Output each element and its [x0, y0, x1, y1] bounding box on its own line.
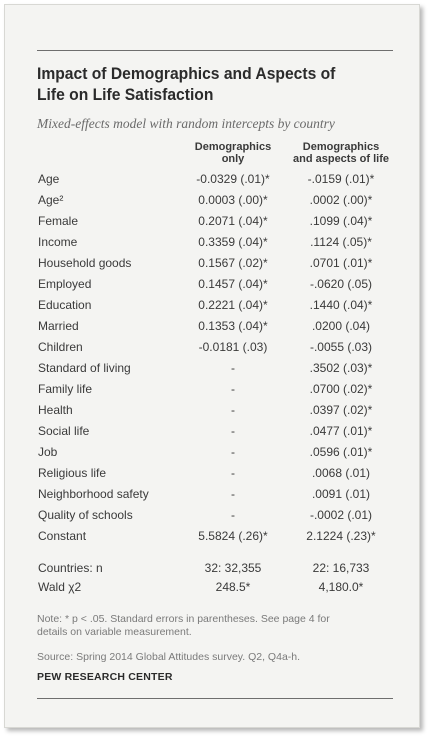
cell-demographics-and-aspects: -.0159 (.01)*	[307, 172, 375, 186]
cell-demographics-and-aspects: .3502 (.03)*	[309, 361, 373, 375]
footnote	[37, 613, 407, 639]
cell-demographics-and-aspects: .0701 (.01)*	[309, 256, 373, 270]
cell-demographics-only: -	[231, 403, 235, 417]
cell-demographics-only: -	[231, 508, 235, 522]
cell-demographics-only: -0.0329 (.01)*	[196, 172, 270, 186]
footnote-line: details on variable measurement.	[37, 626, 192, 638]
footnote-line: Note: * p < .05. Standard errors in parentheses. See page 4 for	[37, 613, 330, 625]
cell-demographics-only: 248.5*	[215, 580, 251, 594]
cell-demographics-only: 5.5824 (.26)*	[198, 529, 268, 543]
cell-demographics-and-aspects: .0397 (.02)*	[309, 403, 373, 417]
cell-demographics-and-aspects: .0596 (.01)*	[309, 445, 373, 459]
cell-demographics-only: 0.1353 (.04)*	[198, 319, 268, 333]
cell-demographics-and-aspects: .1440 (.04)*	[309, 298, 373, 312]
table-row	[5, 422, 419, 442]
subtitle: Mixed-effects model with random intercepts by country	[37, 116, 335, 131]
cell-demographics-only: -	[231, 487, 235, 501]
source-note: Source: Spring 2014 Global Attitudes survey. Q2, Q4a-h.	[37, 651, 301, 663]
table-row	[5, 296, 419, 316]
title-line-2: Life on Life Satisfaction	[37, 85, 214, 104]
bottom-divider	[37, 698, 393, 699]
table-row	[5, 506, 419, 526]
cell-demographics-and-aspects: -.0002 (.01)	[309, 508, 373, 522]
row-label: Age²	[38, 193, 64, 207]
cell-demographics-and-aspects: .0477 (.01)*	[309, 424, 373, 438]
cell-demographics-and-aspects: .0068 (.01)	[311, 466, 371, 480]
table-row	[5, 443, 419, 463]
table-row	[5, 191, 419, 211]
row-label: Religious life	[38, 466, 107, 480]
cell-demographics-and-aspects: .0091 (.01)	[311, 487, 371, 501]
table-row	[5, 254, 419, 274]
cell-demographics-only: -	[231, 445, 235, 459]
cell-demographics-only: -	[231, 466, 235, 480]
row-label: Constant	[38, 529, 87, 543]
cell-demographics-and-aspects: .0002 (.00)*	[309, 193, 373, 207]
cell-demographics-only: 0.1567 (.02)*	[198, 256, 268, 270]
cell-demographics-only: -0.0181 (.03)	[198, 340, 268, 354]
cell-demographics-only: -	[231, 424, 235, 438]
cell-demographics-and-aspects: .0700 (.02)*	[309, 382, 373, 396]
cell-demographics-only: -	[231, 382, 235, 396]
cell-demographics-only: 0.2221 (.04)*	[198, 298, 268, 312]
page-title	[37, 63, 368, 105]
table-row	[5, 527, 419, 547]
title-line-1: Impact of Demographics and Aspects of	[37, 64, 336, 83]
table-row	[5, 338, 419, 358]
cell-demographics-and-aspects: 4,180.0*	[318, 580, 364, 594]
cell-demographics-and-aspects: .1124 (.05)*	[310, 235, 372, 249]
row-label: Female	[38, 214, 79, 228]
cell-demographics-and-aspects: 22: 16,733	[312, 561, 370, 575]
row-label: Income	[38, 235, 78, 249]
table-row	[5, 212, 419, 232]
cell-demographics-and-aspects: .0200 (.04)	[311, 319, 371, 333]
table-row	[5, 275, 419, 295]
cell-demographics-and-aspects: 2.1224 (.23)*	[306, 529, 376, 543]
table-row	[5, 559, 419, 579]
row-label: Married	[38, 319, 79, 333]
row-label: Family life	[38, 382, 93, 396]
table-row	[5, 233, 419, 253]
row-label: Children	[38, 340, 83, 354]
cell-demographics-only: 0.2071 (.04)*	[198, 214, 268, 228]
row-label: Countries: n	[38, 561, 103, 575]
cell-demographics-only: 0.0003 (.00)*	[198, 193, 268, 207]
column-header-line: Demographics	[302, 141, 380, 153]
column-header-line: and aspects of life	[293, 153, 389, 165]
top-divider	[37, 50, 393, 51]
row-label: Age	[38, 172, 60, 186]
column-header-demographics-and-aspects	[286, 141, 396, 165]
brand-label: PEW RESEARCH CENTER	[37, 671, 173, 683]
table-row	[5, 401, 419, 421]
row-label: Wald χ2	[38, 580, 82, 594]
row-label: Quality of schools	[38, 508, 133, 522]
table-row	[5, 359, 419, 379]
cell-demographics-only: -	[231, 361, 235, 375]
cell-demographics-only: 32: 32,355	[204, 561, 262, 575]
column-header-line: Demographics	[194, 141, 272, 153]
column-header-line: only	[221, 153, 245, 165]
table-row	[5, 464, 419, 484]
cell-demographics-only: 0.1457 (.04)*	[198, 277, 268, 291]
row-label: Education	[38, 298, 92, 312]
table-row	[5, 170, 419, 190]
row-label: Neighborhood safety	[38, 487, 149, 501]
row-label: Standard of living	[38, 361, 131, 375]
table-row	[5, 380, 419, 400]
row-label: Social life	[38, 424, 90, 438]
row-label: Employed	[38, 277, 92, 291]
table-row	[5, 317, 419, 337]
table-row	[5, 578, 419, 598]
column-header-demographics-only	[183, 141, 283, 165]
row-label: Health	[38, 403, 73, 417]
cell-demographics-only: 0.3359 (.04)*	[198, 235, 268, 249]
cell-demographics-and-aspects: -.0055 (.03)	[309, 340, 373, 354]
row-label: Job	[38, 445, 58, 459]
row-label: Household goods	[38, 256, 132, 270]
table-row	[5, 485, 419, 505]
cell-demographics-and-aspects: .1099 (.04)*	[309, 214, 373, 228]
cell-demographics-and-aspects: -.0620 (.05)	[309, 277, 373, 291]
table-card	[4, 4, 420, 728]
